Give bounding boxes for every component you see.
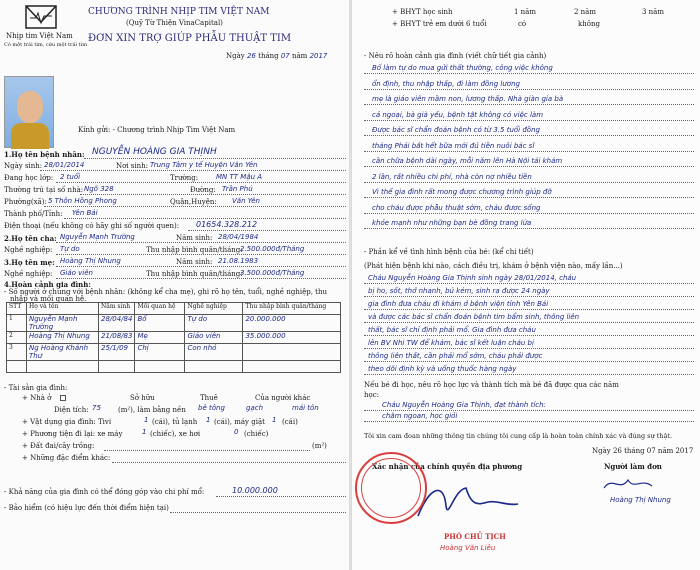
phone-value: 01654.328.212 (196, 220, 258, 229)
school-label: Trường: (170, 174, 199, 182)
father-dob-label: Năm sinh: (176, 234, 213, 242)
table-row: 2 Hoàng Thị Nhung 21/08/83 Mẹ Giáo viên 35.000.000 (7, 332, 341, 344)
own-label: Sở hữu (130, 394, 155, 402)
contribution-label: - Khả năng của gia đình có thể đóng góp vào chi phí mổ: (4, 488, 205, 496)
handwritten-line: khỏe mạnh như những bạn bè đồng trang lứa (372, 219, 532, 227)
family-label: 4.Hoàn cảnh gia đình: (4, 280, 91, 289)
addressee: Kính gửi: - Chương trình Nhịp Tim Việt Nam (78, 126, 236, 134)
bhyt-one-year: 1 năm (514, 8, 536, 16)
tv-unit: (cái), tủ lạnh (152, 418, 198, 426)
disease-title: - Phần kể về tình hình bệnh của bé: (kể chi tiết) (364, 248, 534, 256)
tv-count: 1 (144, 416, 149, 424)
father-income: 2.500.000đ/Tháng (240, 245, 305, 253)
bhyt-student-label: + BHYT học sinh (392, 8, 453, 16)
handwritten-line: Cháu Nguyễn Hoàng Gia Thịnh sinh ngày 28/01/2014, cháu (368, 274, 577, 282)
mother-income-label: Thu nhập bình quân/tháng: (146, 270, 243, 278)
father-dob: 28/04/1984 (218, 233, 259, 241)
things-label: + Vật dụng gia đình: Tivi (22, 418, 112, 426)
sponsor: (Quỹ Từ Thiện VinaCapital) (126, 19, 223, 27)
birthplace-value: Trung Tâm y tế Huyện Văn Yên (150, 161, 258, 169)
phone-label: Điện thoại (nếu không có hãy ghi số người quen): (4, 222, 180, 230)
house-label: Thường trú tại số nhà: (4, 186, 84, 194)
land-label: + Đất đai/cây trồng: (22, 442, 95, 450)
official-signature (410, 476, 530, 524)
handwritten-line: Cháu Nguyễn Hoàng Gia Thịnh, đạt thành tích: (382, 401, 546, 409)
school-note-2: học: (364, 391, 380, 399)
date-year: 2017 (309, 52, 328, 60)
school-note: Nếu bé đi học, nêu rõ học lực và thành tích mà bé đã được qua các năm (364, 381, 619, 389)
handwritten-line: Vì thế gia đình rất mong được chương trình giúp đỡ (372, 188, 552, 196)
date-day: 26 (246, 52, 256, 60)
grade-label: Đang học lớp: (4, 174, 54, 182)
house-value: Ngõ 328 (84, 185, 114, 193)
mother-income: 3.500.000đ/Tháng (240, 269, 305, 277)
washer-count: 1 (272, 416, 277, 424)
table-header-row: STT Họ và tên Năm sinh Mối quan hệ Nghề nghiệp Thu nhập bình quân/tháng (7, 303, 341, 315)
bhyt-yes: có (518, 20, 527, 28)
family-note-1: - Số người ở chung với bệnh nhân: (không kể cha mẹ), ghi rõ họ tên, tuổi, nghề nghiệp, thu (4, 288, 327, 296)
mother-job: Giáo viên (60, 269, 93, 277)
other-owner-label: Của người khác (255, 394, 311, 402)
street-label: Đường: (190, 186, 216, 194)
mother-dob-label: Năm sinh: (176, 258, 213, 266)
table-row (7, 361, 341, 373)
family-table (6, 302, 341, 373)
applicant-signature (602, 474, 662, 494)
district-label: Quận,Huyện: (170, 198, 217, 206)
rent-label: Thuê (200, 394, 218, 402)
city-value: Yên Bái (72, 209, 98, 217)
logo-text: Nhịp tim Việt Nam (6, 32, 73, 40)
ward-label: Phường(xã): (4, 198, 47, 206)
father-job: Tự do (60, 245, 80, 253)
grade-value: 2 tuổi (60, 173, 81, 181)
stamp-role: PHÓ CHỦ TỊCH (444, 532, 506, 541)
handwritten-line: tháng Phải bắt hết bữa mới đủ tiền nuôi bác sĩ (372, 141, 535, 150)
local-confirm-label: Xác nhận của chính quyền địa phương (372, 462, 523, 471)
handwritten-line: 2 lần, rất nhiều chi phí, nhà còn nợ nhiều tiền (372, 172, 532, 181)
other-items-label: + Những đặc điểm khác: (22, 454, 111, 462)
table-row: 1 Nguyễn Mạnh Trường 28/04/84 Bố Tự do 20.000.000 (7, 315, 341, 332)
mother-label: 3.Họ tên mẹ: (4, 258, 55, 267)
handwritten-line: theo dõi định kỳ và uống thuốc hàng ngày (368, 365, 517, 373)
dob-label: Ngày sinh: (4, 162, 43, 170)
reason-title: - Nêu rõ hoàn cảnh gia đình (viết chữ tiết gia cảnh) (364, 52, 547, 60)
fridge-unit: (cái), máy giặt (214, 418, 265, 426)
patient-name-label: 1.Họ tên bệnh nhân: (4, 150, 85, 159)
ward-value: 5 Thôn Hồng Phong (48, 197, 117, 205)
patient-name: NGUYỄN HOÀNG GIA THỊNH (92, 147, 217, 157)
city-label: Thành phố/Tỉnh: (4, 210, 63, 218)
handwritten-line: cần chữa bệnh dài ngày, mỗi năm lên Hà Nội tái khám (372, 157, 563, 165)
moto-unit: (chiếc), xe hơi (150, 430, 201, 438)
washer-unit: (cái) (282, 418, 298, 426)
bhyt-two-year: 2 năm (574, 8, 596, 16)
handwritten-line: lên BV Nhi TW để khám, bác sĩ kết luận cháu bị (368, 339, 534, 347)
handwritten-line: Bố làm tự do mua gửi thất thường, công việc không (372, 64, 553, 72)
floor-value: bê tông (198, 404, 225, 412)
disease-subtitle: (Phát hiện bệnh khi nào, cách điều trị, khám ở bệnh viện nào, mấy lần...) (364, 262, 623, 270)
own-checkbox[interactable] (60, 395, 66, 401)
home-label: + Nhà ở (22, 394, 52, 402)
school-value: MN TT Mậu A (216, 173, 263, 181)
bhyt-three-year: 3 năm (642, 8, 664, 16)
form-title: ĐƠN XIN TRỢ GIÚP PHẪU THUẬT TIM (88, 33, 292, 44)
commitment: Tôi xin cam đoan những thông tin chúng tôi cung cấp là hoàn toàn chính xác và đúng sự thật. (364, 432, 673, 440)
father-label: 2.Họ tên cha: (4, 234, 57, 243)
district-value: Văn Yên (232, 197, 260, 205)
program-name: CHƯƠNG TRÌNH NHỊP TIM VIỆT NAM (88, 7, 270, 17)
moto-count: 1 (142, 428, 147, 436)
contribution-value: 10.000.000 (232, 486, 278, 495)
street-value: Trần Phú (222, 185, 253, 193)
handwritten-line: chăm ngoan, học giỏi (382, 412, 458, 420)
father-income-label: Thu nhập bình quân/tháng: (146, 246, 243, 254)
handwritten-line: bị ho, sốt, thở nhanh, bú kém, sinh ra được 24 ngày (368, 287, 550, 295)
car-count: 0 (234, 428, 239, 436)
area-label: Diện tích: (54, 406, 89, 414)
family-note-2: nhập và mối quan hệ. (10, 295, 87, 303)
handwritten-line: cả ngoại, bà già yếu, bệnh tật không có việc làm (372, 110, 544, 119)
date-month-label: tháng (258, 52, 279, 60)
date-label: Ngày (226, 52, 245, 60)
handwritten-line: cho cháu được phẫu thuật sớm, cháu được sống (372, 203, 541, 212)
birthplace-label: Nơi sinh: (116, 162, 149, 170)
wall-value: gạch (246, 404, 264, 412)
applicant-label: Người làm đơn (604, 462, 662, 471)
father-job-label: Nghề nghiệp: (4, 246, 53, 254)
date-year-label: năm (292, 52, 308, 60)
handwritten-line: thông liên thất, cần phải mổ sớm, cháu phải được (368, 352, 543, 360)
handwritten-line: ổn định, thu nhập thấp, đi làm đồng lương (372, 79, 520, 88)
handwritten-line: và được các bác sĩ chẩn đoán bệnh tim bẩm sinh, thông liên (368, 313, 580, 321)
mother-job-label: Nghề nghiệp: (4, 270, 53, 278)
sign-date: Ngày 26 tháng 07 năm 2017 (592, 447, 694, 455)
mother-name: Hoàng Thị Nhung (60, 257, 121, 265)
date-month: 07 (280, 52, 290, 60)
table-row: 3 Ng Hoàng Khánh Thư 25/1/09 Chị Con nhỏ (7, 344, 341, 361)
car-unit: (chiếc) (244, 430, 269, 438)
handwritten-line: thất, bác sĩ chỉ định phải mổ. Gia đình đưa cháu (368, 326, 536, 334)
bhyt-no: không (578, 20, 600, 28)
father-name: Nguyễn Mạnh Trường (60, 233, 135, 241)
patient-photo (4, 76, 54, 148)
handwritten-line: gia đình đưa cháu đi khám ở bệnh viện tỉnh Yên Bái (368, 300, 549, 308)
bhyt-child-label: + BHYT trẻ em dưới 6 tuổi (392, 20, 487, 28)
land-unit: (m²) (312, 442, 327, 450)
vehicle-label: + Phương tiện đi lại: xe máy (22, 430, 123, 438)
stamp-name: Hoàng Văn Liêu (440, 544, 496, 552)
logo-slogan: Có một trái tim, cứu một trái tim (4, 42, 87, 48)
area-value: 75 (92, 404, 101, 412)
area-unit: (m²), làm bằng nền (118, 406, 186, 414)
assets-title: - Tài sản gia đình: (4, 384, 68, 392)
mother-dob: 21.08.1983 (218, 257, 259, 265)
handwritten-line: mẹ là giáo viên mầm non, lương thấp. Nhà giàn gia bà (372, 95, 564, 103)
red-seal-inner (361, 458, 421, 518)
dob-value: 28/01/2014 (44, 161, 85, 169)
roof-value: mái tôn (292, 404, 319, 412)
handwritten-line: Được bác sĩ chẩn đoán bệnh có từ 3.5 tuổi đồng (372, 126, 540, 134)
fridge-count: 1 (206, 416, 211, 424)
applicant-name: Hoàng Thị Nhung (610, 496, 671, 504)
date-line (226, 52, 327, 61)
insurance-label: - Bảo hiểm (có hiệu lực đến thời điểm hiện tại) (4, 504, 169, 512)
